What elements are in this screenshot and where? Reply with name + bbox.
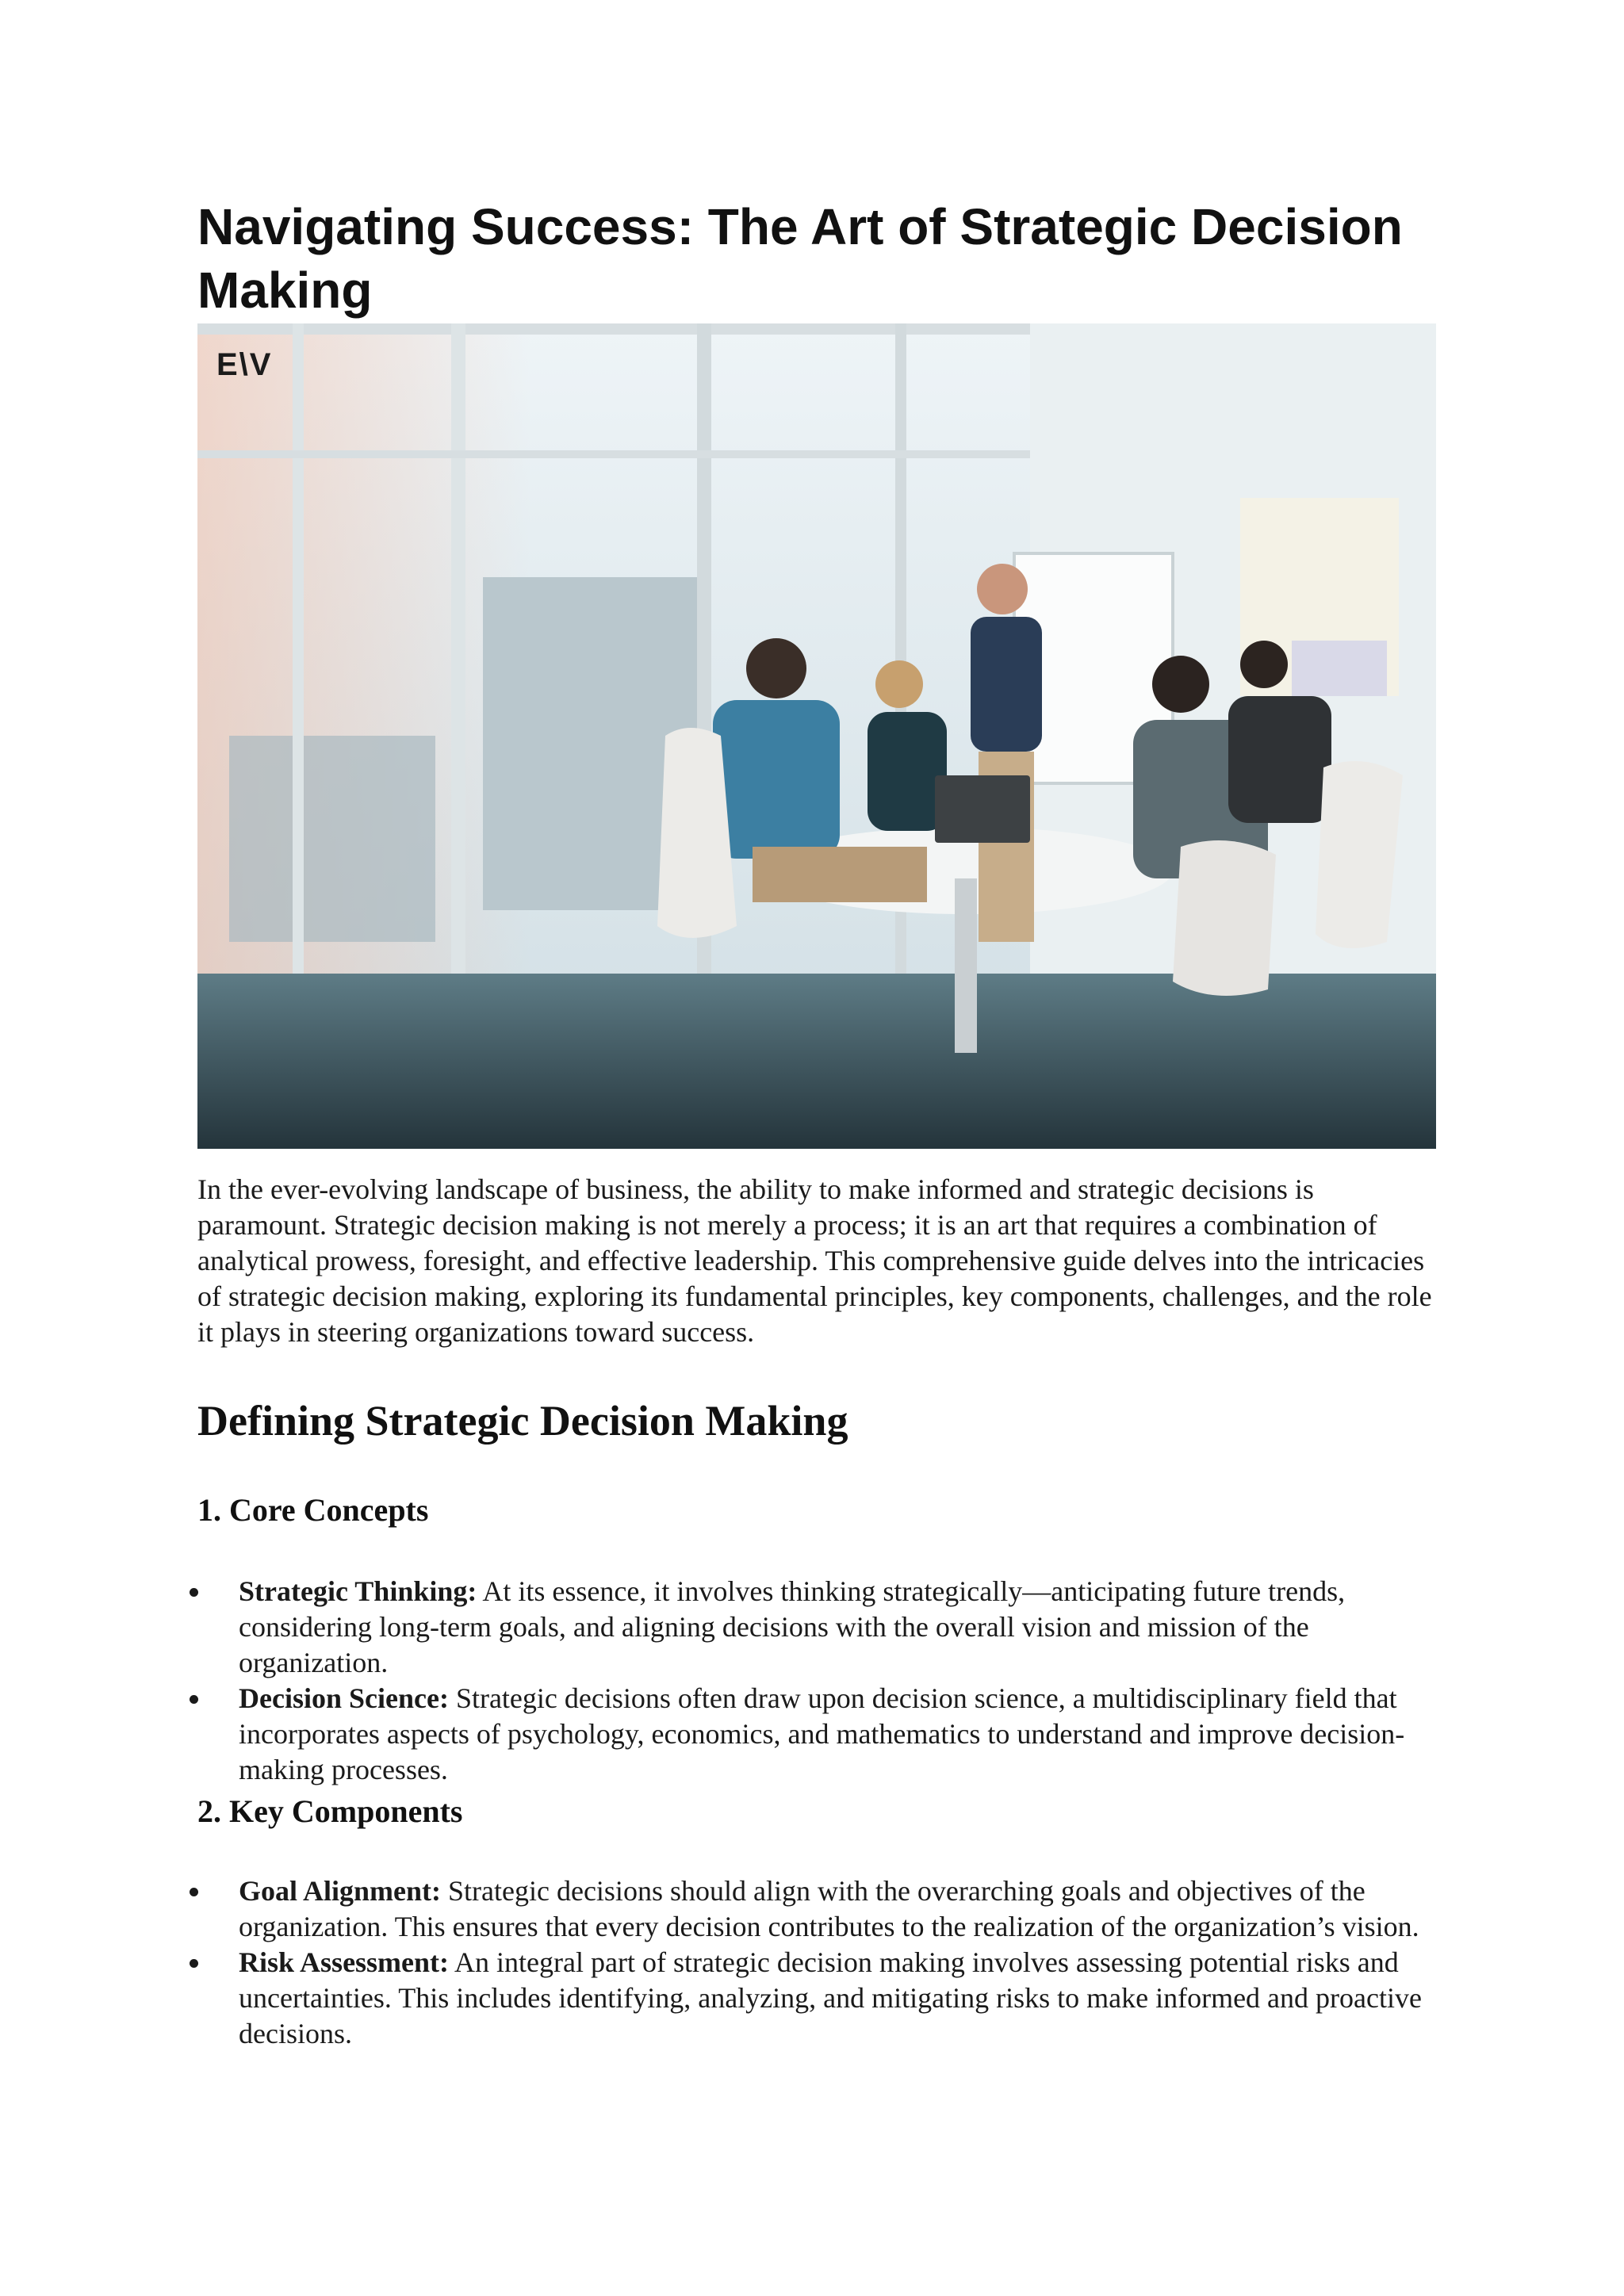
subsection-heading-core-concepts: 1. Core Concepts (197, 1492, 429, 1528)
meeting-photo (197, 323, 1436, 1149)
list-item-term: Goal Alignment: (239, 1875, 442, 1907)
list-item-text: Strategic decisions often draw upon decision science, a multidisciplinary field that incorporates aspects of psychology, economics, and mathematics to understand and improve decision-making processes. (239, 1682, 1405, 1785)
core-concepts-list (197, 1574, 1450, 1788)
bullet-icon (190, 1888, 198, 1896)
article-title: Navigating Success: The Art of Strategic Decision Making (197, 198, 1403, 319)
list-item (197, 1873, 1450, 1945)
subsection-heading-key-components: 2. Key Components (197, 1793, 463, 1829)
bullet-icon (190, 1695, 198, 1704)
bullet-icon (190, 1959, 198, 1968)
list-item-term: Strategic Thinking: (239, 1575, 477, 1607)
list-item-text: An integral part of strategic decision making involves assessing potential risks and uncertainties. This includes identifying, analyzing, and mitigating risks to make informed and proactive decisions. (239, 1946, 1422, 2049)
list-item-text: Strategic decisions should align with the overarching goals and objectives of the organization. This ensures that every decision contributes to the realization of the organization’s vision. (239, 1875, 1419, 1942)
list-item (197, 1945, 1450, 2052)
brand-logo: E\V (216, 347, 273, 382)
bullet-icon (190, 1588, 198, 1597)
list-item (197, 1574, 1450, 1681)
list-item-term: Risk Assessment: (239, 1946, 450, 1978)
list-item-text: At its essence, it involves thinking strategically—anticipating future trends, considering long-term goals, and aligning decisions with the overall vision and mission of the organization. (239, 1575, 1346, 1678)
list-item (197, 1681, 1450, 1788)
list-item-term: Decision Science: (239, 1682, 449, 1714)
intro-paragraph: In the ever-evolving landscape of business, the ability to make informed and strategic decisions is paramount. Strategic decision making is not merely a process; it is an art that requires a combination of analytical prowess, foresight, and effective leadership. This comprehensive guide delves into the intricacies of strategic decision making, exploring its fundamental principles, key components, challenges, and the role it plays in steering organizations toward success. (197, 1173, 1432, 1348)
key-components-list (197, 1873, 1450, 2052)
section-heading: Defining Strategic Decision Making (197, 1397, 848, 1445)
hero-image (197, 323, 1436, 1149)
